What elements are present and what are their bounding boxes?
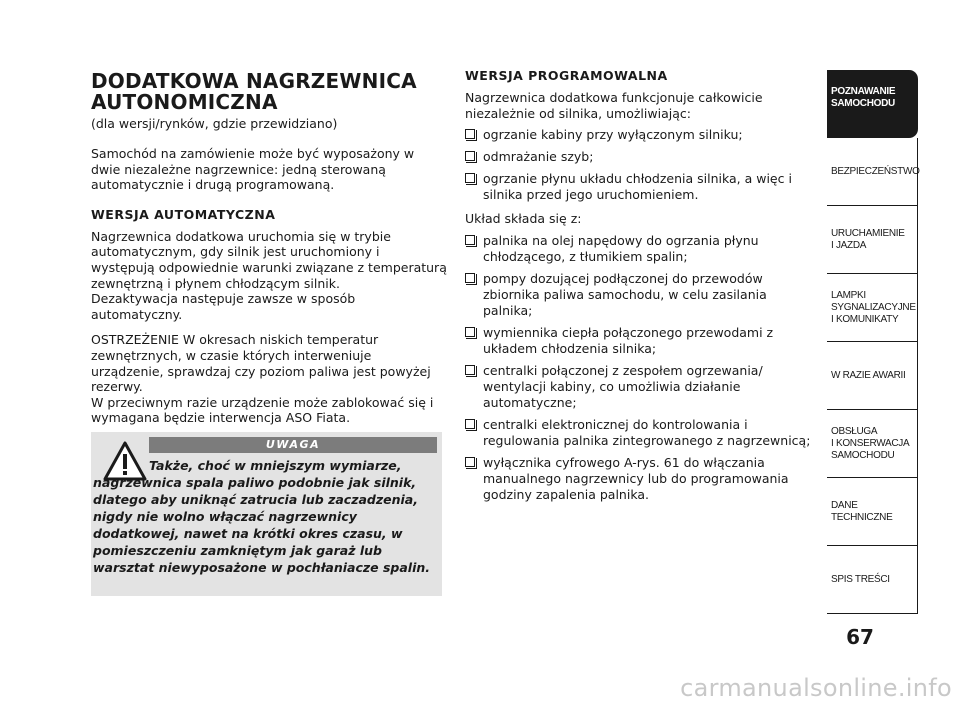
list-item: wyłącznika cyfrowego A-rys. 61 do włączania manualnego nagrzewnicy lub do programowania godziny zapalenia palnika.: [465, 455, 815, 503]
list-item: centralki połączonej z zespołem ogrzewania/ wentylacji kabiny, co umożliwia działanie automatyczne;: [465, 363, 815, 411]
tab-lampki-sygnalizacyjne[interactable]: LAMPKI SYGNALIZACYJNE I KOMUNIKATY: [827, 274, 918, 342]
programmable-intro: Nagrzewnica dodatkowa funkcjonuje całkowicie niezależnie od silnika, umożliwiając:: [465, 90, 763, 121]
auto-paragraph-2: Dezaktywacja następuje zawsze w sposób automatyczny.: [91, 291, 356, 322]
auto-paragraph-4: W przeciwnym razie urządzenie może zablokować się i wymagana będzie interwencja ASO Fiata.: [91, 394, 434, 426]
checkbox-bullet-icon: [465, 173, 475, 183]
checkbox-bullet-icon: [465, 273, 475, 283]
tab-poznawanie-samochodu[interactable]: POZNAWANIE SAMOCHODU: [827, 70, 918, 138]
list-item: centralki elektronicznej do kontrolowania i regulowania palnika zintegrowanego z nagrzewnicą;: [465, 417, 815, 449]
functions-list: [465, 127, 815, 203]
warning-text: Także, choć w mniejszym wymiarze, nagrzewnica spala paliwo podobnie jak silnik, dlatego aby uniknąć zatrucia lub zaczadzenia, nigdy nie wolno włączać nagrzewnicy dodatkowej, nawet na krótki okres czasu, w pomieszczeniu zamkniętym jak garaż lub warsztat niewyposażone w pochłaniacze spalin.: [93, 458, 430, 575]
list-item: ogrzanie płynu układu chłodzenia silnika, a więc i silnika przed jego uruchomieniem.: [465, 171, 815, 203]
tab-bezpieczenstwo[interactable]: BEZPIECZEŃSTWO: [827, 138, 918, 206]
components-list: [465, 233, 815, 503]
auto-version-heading: WERSJA AUTOMATYCZNA: [91, 206, 276, 222]
auto-paragraph-1: Nagrzewnica dodatkowa uruchomia się w trybie automatycznym, gdy silnik jest uruchomiony i występują odpowiednie warunki związane z temperaturą zewnętrzną i płynem chłodzącym silnik.: [91, 228, 447, 291]
section-subtitle: (dla wersji/rynków, gdzie przewidziano): [91, 116, 338, 131]
auto-warning-paragraph: OSTRZEŻENIE W okresach niskich temperatur zewnętrznych, w czasie których interweniuje urządzenie, sprawdzaj czy poziom paliwa jest powyżej rezerwy.: [91, 332, 431, 395]
chapter-tabs: [827, 70, 918, 614]
list-item: ogrzanie kabiny przy wyłączonym silniku;: [465, 127, 815, 143]
page-number: 67: [846, 625, 874, 649]
checkbox-bullet-icon: [465, 457, 475, 467]
list-item: palnika na olej napędowy do ogrzania płynu chłodzącego, z tłumikiem spalin;: [465, 233, 815, 265]
tab-dane-techniczne[interactable]: DANE TECHNICZNE: [827, 478, 918, 546]
list-item: odmrażanie szyb;: [465, 149, 815, 165]
programmable-version-heading: WERSJA PROGRAMOWALNA: [465, 68, 668, 83]
checkbox-bullet-icon: [465, 151, 475, 161]
checkbox-bullet-icon: [465, 327, 475, 337]
checkbox-bullet-icon: [465, 419, 475, 429]
tab-spis-tresci[interactable]: SPIS TREŚCI: [827, 546, 918, 614]
checkbox-bullet-icon: [465, 365, 475, 375]
warning-label: UWAGA: [149, 437, 437, 453]
section-title: [91, 71, 447, 113]
tab-obsluga-i-konserwacja[interactable]: OBSŁUGA I KONSERWACJA SAMOCHODU: [827, 410, 918, 478]
checkbox-bullet-icon: [465, 129, 475, 139]
tab-w-razie-awarii[interactable]: W RAZIE AWARII: [827, 342, 918, 410]
system-intro: Układ składa się z:: [465, 211, 582, 227]
list-item: pompy dozującej podłączonej do przewodów zbiornika paliwa samochodu, w celu zasilania palnika;: [465, 271, 815, 319]
title-line-2: AUTONOMICZNA: [91, 90, 278, 114]
warning-box: [91, 432, 442, 596]
middle-column: [465, 68, 815, 503]
title-line-1: DODATKOWA NAGRZEWNICA: [91, 69, 417, 93]
intro-paragraph: Samochód na zamówienie może być wyposażony w dwie niezależne nagrzewnice: jedną sterowaną automatycznie i drugą programowaną.: [91, 146, 415, 193]
checkbox-bullet-icon: [465, 235, 475, 245]
watermark: carmanualsonline.info: [680, 674, 952, 702]
tab-uruchamienie-i-jazda[interactable]: URUCHAMIENIE I JAZDA: [827, 206, 918, 274]
list-item: wymiennika ciepła połączonego przewodami z układem chłodzenia silnika;: [465, 325, 815, 357]
left-column: [91, 71, 447, 426]
